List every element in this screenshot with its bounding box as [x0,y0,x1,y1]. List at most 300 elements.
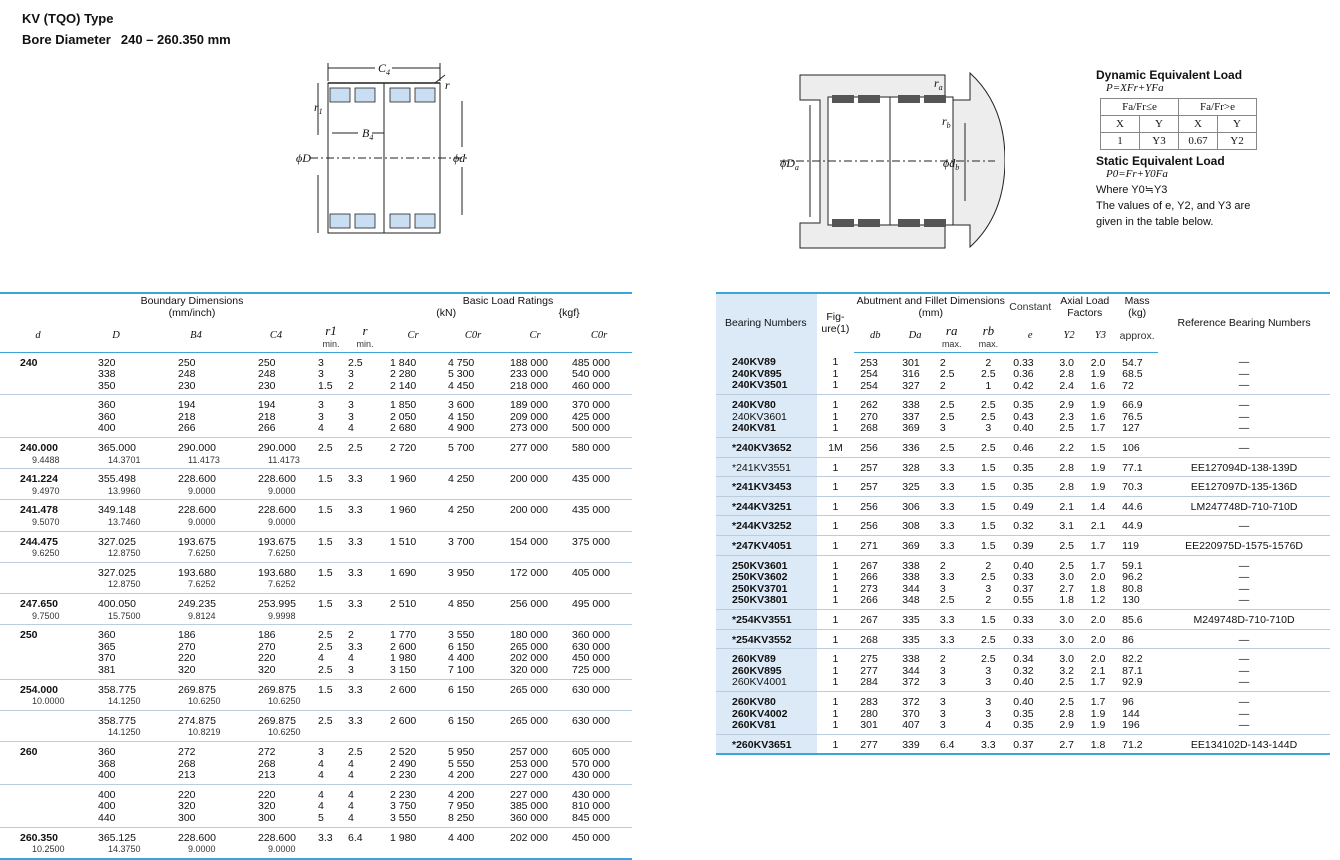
ra-value: 3.3 [939,571,955,584]
reference-cell [1158,691,1330,734]
Cr-kgf-value: 200 000 [510,473,548,486]
figure-value: 1 [832,500,839,513]
r-value: 4 [348,811,354,824]
rb-cell [970,610,1008,630]
table-row [0,469,632,500]
Cr-kn-value: 1 840 [390,356,417,369]
width-C4-cell [236,352,316,395]
table-row [0,531,632,562]
Y2-value: 2.1 [1059,500,1074,513]
outer-D-cell [76,594,156,625]
Y2-value: 2.8 [1059,481,1074,494]
reference-cell [1158,457,1330,477]
C0r-kn-value: 7 950 [448,800,475,813]
bore-d-value: 260 [20,745,38,758]
r1-value: 1.5 [318,683,333,696]
table-row [0,679,632,710]
Y2-value: 2.7 [1059,582,1074,595]
width-B4-value: 193.675 [178,535,216,548]
col-db: db [854,320,896,352]
db-value: 257 [860,461,878,474]
Y2-value: 3.2 [1059,664,1074,677]
width-C4-cell [236,710,316,741]
ra-value: 3.3 [939,520,955,533]
kn-unit: (kN) [436,307,457,319]
e-cell [1007,438,1053,458]
bearing-numbers-table [716,292,1330,755]
r-label: r [362,322,368,338]
rb-value: 2.5 [981,571,996,584]
reference-cell [1158,516,1330,536]
reference-value: — [1238,676,1250,689]
ra-value: 3 [939,582,946,595]
width-B4-value: 228.600 [178,504,216,517]
C0r-kgf-value: 540 000 [572,368,610,381]
Da-value: 348 [902,594,920,607]
axial-load-header: Axial Load Factors [1060,295,1110,319]
table-row [0,625,632,679]
Y2-cell [1053,555,1084,609]
mass-cell [1116,516,1158,536]
bearing-number: 260KV895 [732,664,782,677]
ra-value: 3.3 [939,633,955,646]
C0r-kgf-value: 450 000 [572,831,610,844]
C0r-kgf-value: 630 000 [572,683,610,696]
Cr-kn-value: 2 600 [390,640,417,653]
bearing-number-cell [716,477,817,497]
e-value: 0.33 [1013,356,1034,369]
r1-value: 4 [318,769,324,782]
r1-value: 1.5 [318,379,333,392]
r-cell [346,531,384,562]
Y3-cell [1085,536,1116,556]
figure-value: 1M [828,442,843,455]
C0r-kgf-cell [566,562,632,593]
C0r-kgf-value: 450 000 [572,652,610,665]
Y2-value: 2.3 [1059,410,1074,423]
width-C4-cell [236,679,316,710]
ra-cell [934,477,970,497]
db-value: 253 [860,356,878,369]
bore-d-cell [0,469,76,500]
bore-d-cell [0,741,76,784]
Da-value: 369 [902,540,920,553]
figure-value: 1 [832,410,839,423]
width-C4-cell [236,784,316,827]
Cr-kn-cell [384,438,442,469]
bore-d-cell [0,594,76,625]
figure-cell [817,496,855,516]
rb-value: 1.5 [981,540,996,553]
bore-d-cell [0,784,76,827]
Y3-value: 1.7 [1090,559,1106,572]
width-B4-inch: 7.6252 [188,579,216,590]
Cr-kgf-value: 227 000 [510,769,548,782]
Da-value: 316 [902,368,920,381]
width-B4-value: 290.000 [178,442,216,455]
r-value: 3.3 [348,714,363,727]
ra-cell [934,734,970,754]
Y2-cell [1053,734,1084,754]
db-value: 256 [860,442,878,455]
table-row [0,438,632,469]
e-value: 0.35 [1013,719,1034,732]
figure-value: 1 [832,461,839,474]
Da-value: 344 [902,582,920,595]
mass-cell [1116,457,1158,477]
C0r-kn-value: 4 900 [448,422,475,435]
reference-value: — [1238,367,1250,380]
outer-D-cell [76,741,156,784]
Da-value: 338 [902,653,920,666]
db-value: 257 [860,481,878,494]
width-C4-value: 228.600 [258,504,296,517]
db-cell [854,610,896,630]
Y3-value: 1.8 [1090,738,1106,751]
outer-D-cell [76,710,156,741]
Y2-value: 2.8 [1059,368,1074,381]
table-row [0,784,632,827]
C0r-kn-value: 3 550 [448,629,475,642]
col-C4: C4 [236,320,316,352]
outer-D-value: 350 [98,379,116,392]
svg-text:C4: $C_4$ [378,61,391,77]
Cr-kgf-cell [504,469,566,500]
C0r-kgf-value: 495 000 [572,598,610,610]
bearing-number: 260KV80 [732,695,776,708]
db-value: 277 [860,664,878,677]
outer-D-value: 400 [98,800,116,813]
C0r-kn-cell [442,500,504,531]
r1-value: 2.5 [318,663,333,676]
C0r-kgf-cell [566,784,632,827]
r1-value: 4 [318,652,324,665]
r-min: min. [356,338,374,349]
C0r-kgf-value: 360 000 [572,629,610,642]
Da-value: 335 [902,633,920,646]
reference-value: — [1238,379,1250,392]
r1-value: 1.5 [318,473,333,486]
outer-D-inch: 14.1250 [108,727,141,738]
bearing-number: 260KV4001 [732,676,787,689]
static-note-2: given in the table below. [1096,216,1214,228]
Cr-kgf-value: 209 000 [510,410,548,423]
bearing-number-cell [716,649,817,692]
r-value: 2.5 [348,356,363,369]
r-cell [346,395,384,438]
bearing-number: *260KV3651 [732,738,792,751]
xy-factor-table [1100,98,1257,150]
C0r-kgf-cell [566,438,632,469]
r1-value: 4 [318,757,324,770]
y2-value: Y2 [1218,133,1257,150]
Cr-kn-cell [384,352,442,395]
db-cell [854,516,896,536]
bore-value: 240 – 260.350 mm [120,32,231,47]
db-value: 266 [860,571,878,584]
ra-value: 3 [939,676,946,689]
table-row [0,741,632,784]
reference-value: M249748D-710-710D [1193,614,1295,626]
Cr-kn-value: 1 510 [390,535,417,548]
C0r-kn-value: 4 400 [448,652,475,665]
Cr-kgf-value: 233 000 [510,368,548,381]
reference-cell [1158,610,1330,630]
bearing-number: *241KV3453 [732,481,792,494]
x1-value: 1 [1101,133,1140,150]
figure-cell [817,555,855,609]
outer-D-inch: 15.7500 [108,610,141,621]
Cr-kn-value: 3 750 [390,800,417,813]
bearing-number: 240KV81 [732,422,776,435]
r1-cell [316,594,346,625]
bearing-number-cell [716,395,817,438]
dimensions-ratings-table [0,292,632,860]
width-B4-cell [156,594,236,625]
Cr-kgf-value: 360 000 [510,811,548,824]
width-B4-value: 213 [178,769,196,782]
width-C4-value: 193.680 [258,566,296,579]
Cr-kn-value: 2 520 [390,745,417,758]
reference-value: — [1238,633,1250,646]
Da-cell [896,629,934,649]
bearing-number: 250KV3801 [732,594,788,607]
kgf-unit: {kgf} [558,307,580,319]
Y3-value: 2.0 [1090,614,1106,626]
Y2-value: 2.5 [1059,695,1074,708]
reference-value: — [1238,594,1250,607]
ra-cell [934,496,970,516]
outer-D-cell [76,469,156,500]
figure-header: Fig-ure(1) [821,311,850,335]
Cr-kn-value: 2 600 [390,683,417,696]
outer-D-inch: 13.9960 [108,485,141,496]
bearing-number-cell [716,496,817,516]
dynamic-load-heading: Dynamic Equivalent Load [1096,68,1243,82]
ra-cell [934,438,970,458]
Da-value: 335 [902,614,920,626]
C0r-kn-value: 4 200 [448,788,475,801]
Y2-cell [1053,457,1084,477]
r1-value: 2.5 [318,442,333,455]
ra-max: max. [941,338,962,349]
ra-value: 3 [939,719,946,732]
r1-label: r1 [325,322,337,338]
basic-label: Basic Load Ratings [462,295,554,307]
db-value: 267 [860,559,878,572]
r-value: 2 [348,629,354,642]
db-cell [854,536,896,556]
width-C4-inch: 9.0000 [268,517,296,528]
width-C4-inch: 11.4173 [268,454,300,465]
r1-value: 3 [318,399,324,412]
bearing-number-cell [716,610,817,630]
bearing-numbers-header: Bearing Numbers [716,293,817,352]
svg-text:B4: $B_4$ [362,126,374,142]
bore-d-cell [0,395,76,438]
r-value: 3.3 [348,683,363,696]
outer-D-value: 360 [98,399,116,412]
mass-value: 144 [1122,707,1140,720]
outer-D-value: 365 [98,640,116,653]
table-row [716,734,1330,754]
table-row [716,438,1330,458]
outer-D-value: 327.025 [98,566,136,579]
table-row [0,500,632,531]
db-value: 254 [860,368,878,381]
width-C4-value: 290.000 [258,442,296,455]
mass-cell [1116,610,1158,630]
outer-D-value: 327.025 [98,535,136,548]
bore-d-value: 241.478 [20,504,58,517]
width-B4-value: 300 [178,811,196,824]
col-ra [934,320,970,352]
mass-value: 196 [1122,719,1140,732]
rb-value: 1.5 [981,520,996,533]
C0r-kgf-value: 430 000 [572,788,610,801]
outer-D-cell [76,531,156,562]
e-value: 0.35 [1013,481,1034,494]
Y3-cell [1085,555,1116,609]
Cr-kgf-cell [504,500,566,531]
Cr-kgf-value: 253 000 [510,757,548,770]
bearing-number-cell [716,457,817,477]
rb-value: 3 [985,664,992,677]
bearing-number: 240KV895 [732,367,782,380]
bore-d-cell [0,531,76,562]
bearing-number-cell [716,536,817,556]
Cr-kgf-cell [504,594,566,625]
figure-value: 1 [832,367,839,380]
ra-value: 3.3 [939,481,955,494]
Cr-kn-value: 1 960 [390,473,417,486]
width-B4-cell [156,625,236,679]
C0r-kgf-cell [566,531,632,562]
mass-cell [1116,438,1158,458]
Da-value: 372 [902,695,920,708]
Da-value: 306 [902,500,920,513]
Da-cell [896,649,934,692]
col-rb [970,320,1008,352]
figure-cell [817,691,855,734]
ra-cell [934,691,970,734]
rb-cell [970,691,1008,734]
figure-value: 1 [832,356,839,368]
C0r-kn-value: 3 950 [448,566,475,579]
width-B4-value: 218 [178,410,196,423]
Da-value: 338 [902,399,920,412]
figure-value: 1 [832,422,839,435]
ra-value: 3 [939,422,946,435]
e-value: 0.37 [1013,582,1034,595]
Cr-kgf-value: 273 000 [510,422,548,435]
Cr-kn-cell [384,625,442,679]
reference-cell [1158,438,1330,458]
width-C4-value: 300 [258,811,276,824]
r1-cell [316,438,346,469]
figure-value: 1 [832,571,839,584]
table-row [0,594,632,625]
mass-value: 76.5 [1122,410,1143,423]
table-row [716,629,1330,649]
condition-1: Fa/Fr≤e [1101,99,1179,116]
reference-value: — [1238,410,1250,423]
C0r-kgf-value: 485 000 [572,356,610,369]
mass-value: 130 [1122,594,1140,607]
width-C4-value: 230 [258,379,276,392]
width-C4-value: 220 [258,788,276,801]
outer-D-value: 338 [98,368,116,381]
reference-value: — [1238,707,1250,720]
r-value: 2.5 [348,442,363,455]
figure-cell [817,610,855,630]
Y3-value: 1.8 [1090,582,1106,595]
Da-value: 339 [902,738,920,751]
e-value: 0.34 [1013,653,1034,666]
C0r-kgf-value: 570 000 [572,757,610,770]
Y2-value: 2.5 [1059,422,1074,435]
Y2-value: 2.8 [1059,461,1074,474]
C0r-kn-value: 8 250 [448,811,475,824]
col-Da: Da [896,320,934,352]
width-B4-value: 230 [178,379,196,392]
db-value: 280 [860,707,878,720]
Cr-kn-value: 2 720 [390,442,417,455]
Cr-kn-cell [384,469,442,500]
r1-value: 1.5 [318,598,333,610]
r1-cell [316,710,346,741]
e-cell [1007,395,1053,438]
width-C4-cell [236,562,316,593]
r1-cell [316,352,346,395]
Y2-value: 2.5 [1059,540,1074,553]
width-B4-value: 320 [178,663,196,676]
C0r-kn-value: 5 950 [448,745,475,758]
C0r-kn-cell [442,784,504,827]
bearing-number: 250KV3701 [732,582,788,595]
Y3-value: 1.9 [1090,719,1106,732]
r-value: 4 [348,800,354,813]
db-cell [854,477,896,497]
Cr-kn-value: 2 140 [390,379,417,392]
r1-value: 3 [318,368,324,381]
db-cell [854,555,896,609]
bore-d-inch: 9.4970 [32,485,60,496]
db-value: 284 [860,676,878,689]
static-note-1: The values of e, Y2, and Y3 are [1096,200,1251,212]
C0r-kn-cell [442,469,504,500]
Y3-value: 1.6 [1090,379,1106,392]
width-B4-value: 248 [178,368,196,381]
x-header: X [1101,116,1140,133]
table-row [716,516,1330,536]
Y2-value: 2.5 [1059,559,1074,572]
Cr-kgf-value: 189 000 [510,399,548,412]
Y2-cell [1053,438,1084,458]
width-C4-cell [236,438,316,469]
C0r-kgf-value: 810 000 [572,800,610,813]
outer-D-value: 365.125 [98,831,136,844]
figure-value: 1 [832,559,839,572]
Cr-kgf-value: 265 000 [510,714,548,727]
bore-d-value: 240.000 [20,442,58,455]
col-Y3: Y3 [1085,320,1116,352]
Y2-value: 1.8 [1059,594,1074,607]
mass-cell [1116,629,1158,649]
reference-value: EE134102D-143-144D [1190,738,1298,751]
mass-value: 86 [1122,633,1134,646]
bore-d-inch: 9.4488 [32,454,60,465]
